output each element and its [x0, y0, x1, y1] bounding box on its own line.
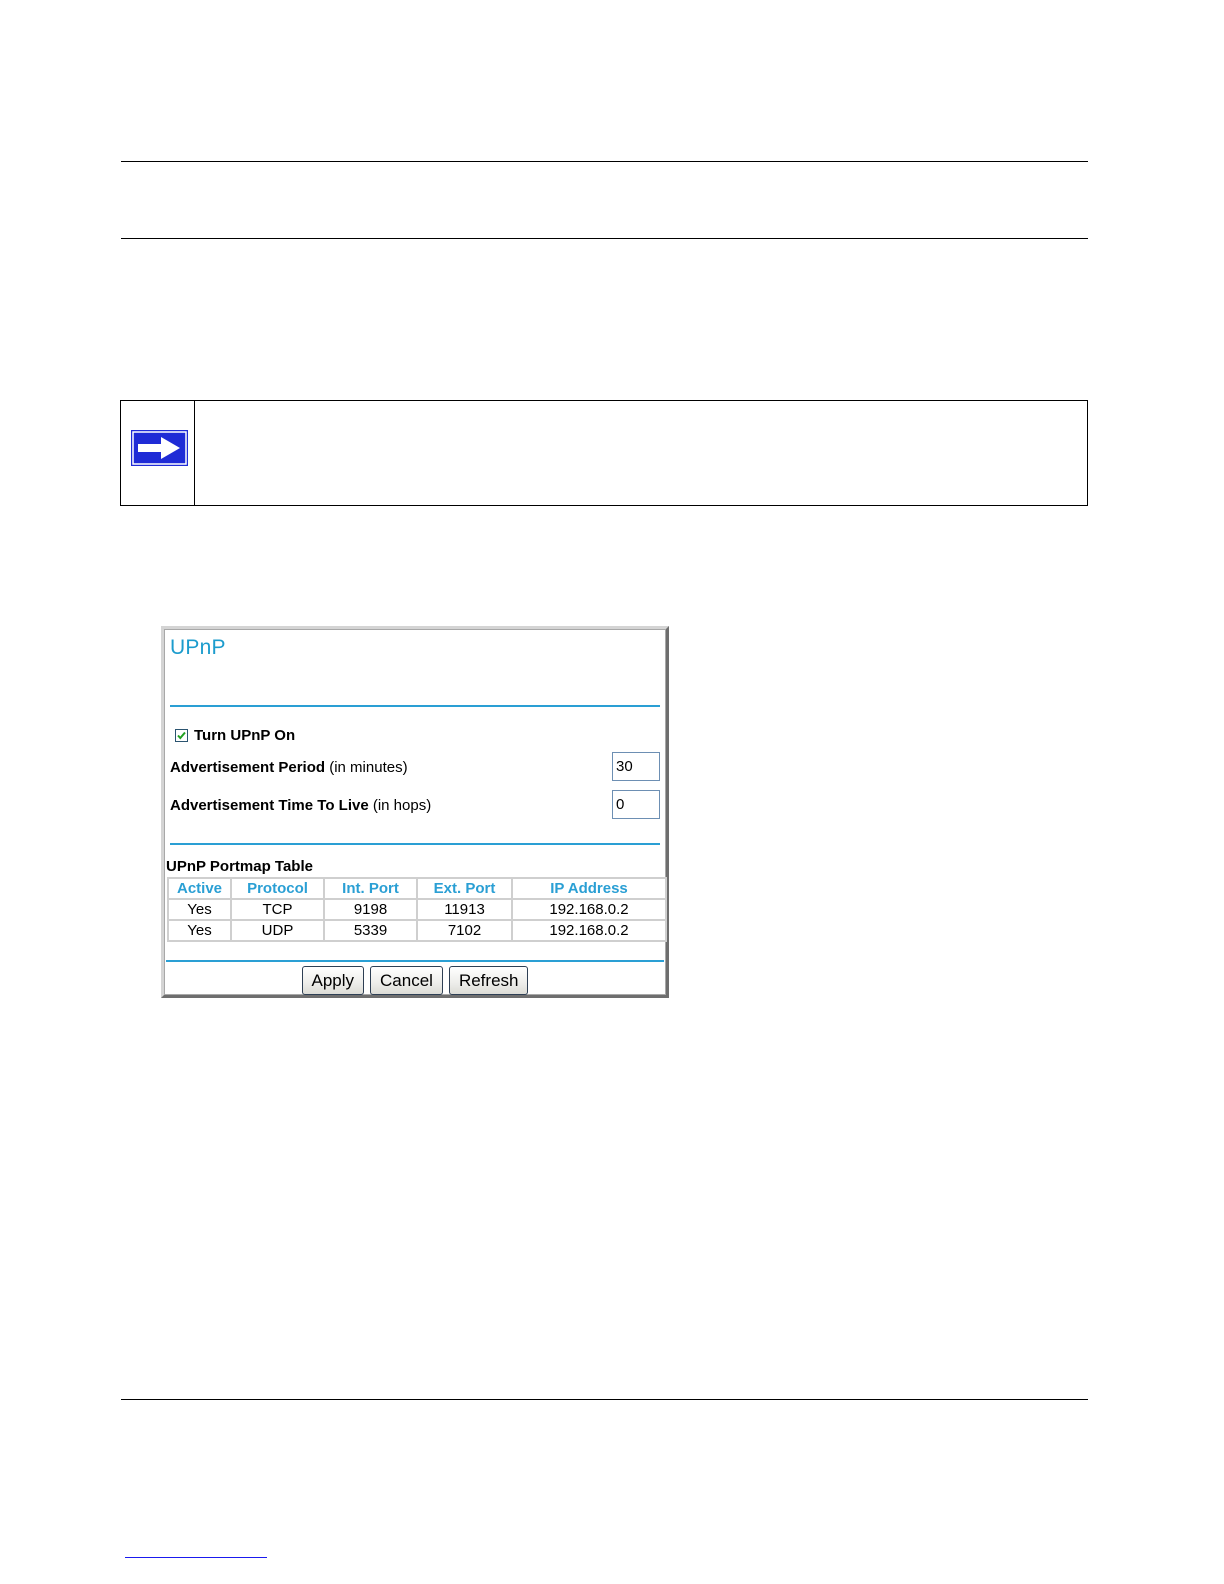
footer-rule	[121, 1399, 1088, 1400]
advertisement-ttl-label	[170, 797, 431, 814]
cell-ip-address: 192.168.0.2	[512, 920, 666, 941]
table-row	[168, 899, 666, 920]
column-header-int-port: Int. Port	[324, 878, 417, 899]
note-icon-cell	[121, 401, 195, 505]
header-rule-top	[121, 161, 1088, 162]
checkmark-icon	[176, 730, 187, 741]
table-row	[168, 920, 666, 941]
turn-upnp-on-row	[175, 726, 295, 744]
cell-ext-port: 7102	[417, 920, 512, 941]
cell-active: Yes	[168, 920, 231, 941]
column-header-ext-port: Ext. Port	[417, 878, 512, 899]
cell-int-port: 5339	[324, 920, 417, 941]
cell-int-port: 9198	[324, 899, 417, 920]
portmap-table-title: UPnP Portmap Table	[166, 858, 313, 875]
cell-ip-address: 192.168.0.2	[512, 899, 666, 920]
column-header-ip-address: IP Address	[512, 878, 666, 899]
portmap-table	[167, 877, 667, 942]
advertisement-period-label	[170, 759, 408, 776]
upnp-panel	[161, 626, 669, 998]
advertisement-period-label-suffix: (in minutes)	[329, 759, 408, 776]
turn-upnp-on-checkbox[interactable]	[175, 729, 188, 742]
turn-upnp-on-label: Turn UPnP On	[194, 726, 296, 744]
cancel-button[interactable]: Cancel	[370, 966, 443, 995]
portmap-header-row	[168, 878, 666, 899]
column-header-active: Active	[168, 878, 231, 899]
advertisement-ttl-input[interactable]	[612, 790, 660, 819]
cell-ext-port: 11913	[417, 899, 512, 920]
cell-active: Yes	[168, 899, 231, 920]
advertisement-ttl-label-bold: Advertisement Time To Live	[170, 797, 369, 814]
panel-title: UPnP	[170, 636, 226, 659]
arrow-right-icon	[131, 430, 188, 466]
button-row	[165, 966, 665, 995]
footer-link-underline[interactable]	[125, 1557, 267, 1558]
upnp-panel-inner	[164, 629, 666, 995]
title-divider	[170, 705, 660, 707]
header-rule-bottom	[121, 238, 1088, 239]
advertisement-period-input[interactable]	[612, 752, 660, 781]
fields-divider	[170, 843, 660, 845]
cell-protocol: UDP	[231, 920, 324, 941]
cell-protocol: TCP	[231, 899, 324, 920]
advertisement-period-label-bold: Advertisement Period	[170, 759, 326, 776]
table-divider	[166, 960, 664, 962]
note-box	[120, 400, 1088, 506]
column-header-protocol: Protocol	[231, 878, 324, 899]
advertisement-ttl-label-suffix: (in hops)	[372, 797, 432, 814]
refresh-button[interactable]: Refresh	[449, 966, 529, 995]
apply-button[interactable]: Apply	[302, 966, 365, 995]
